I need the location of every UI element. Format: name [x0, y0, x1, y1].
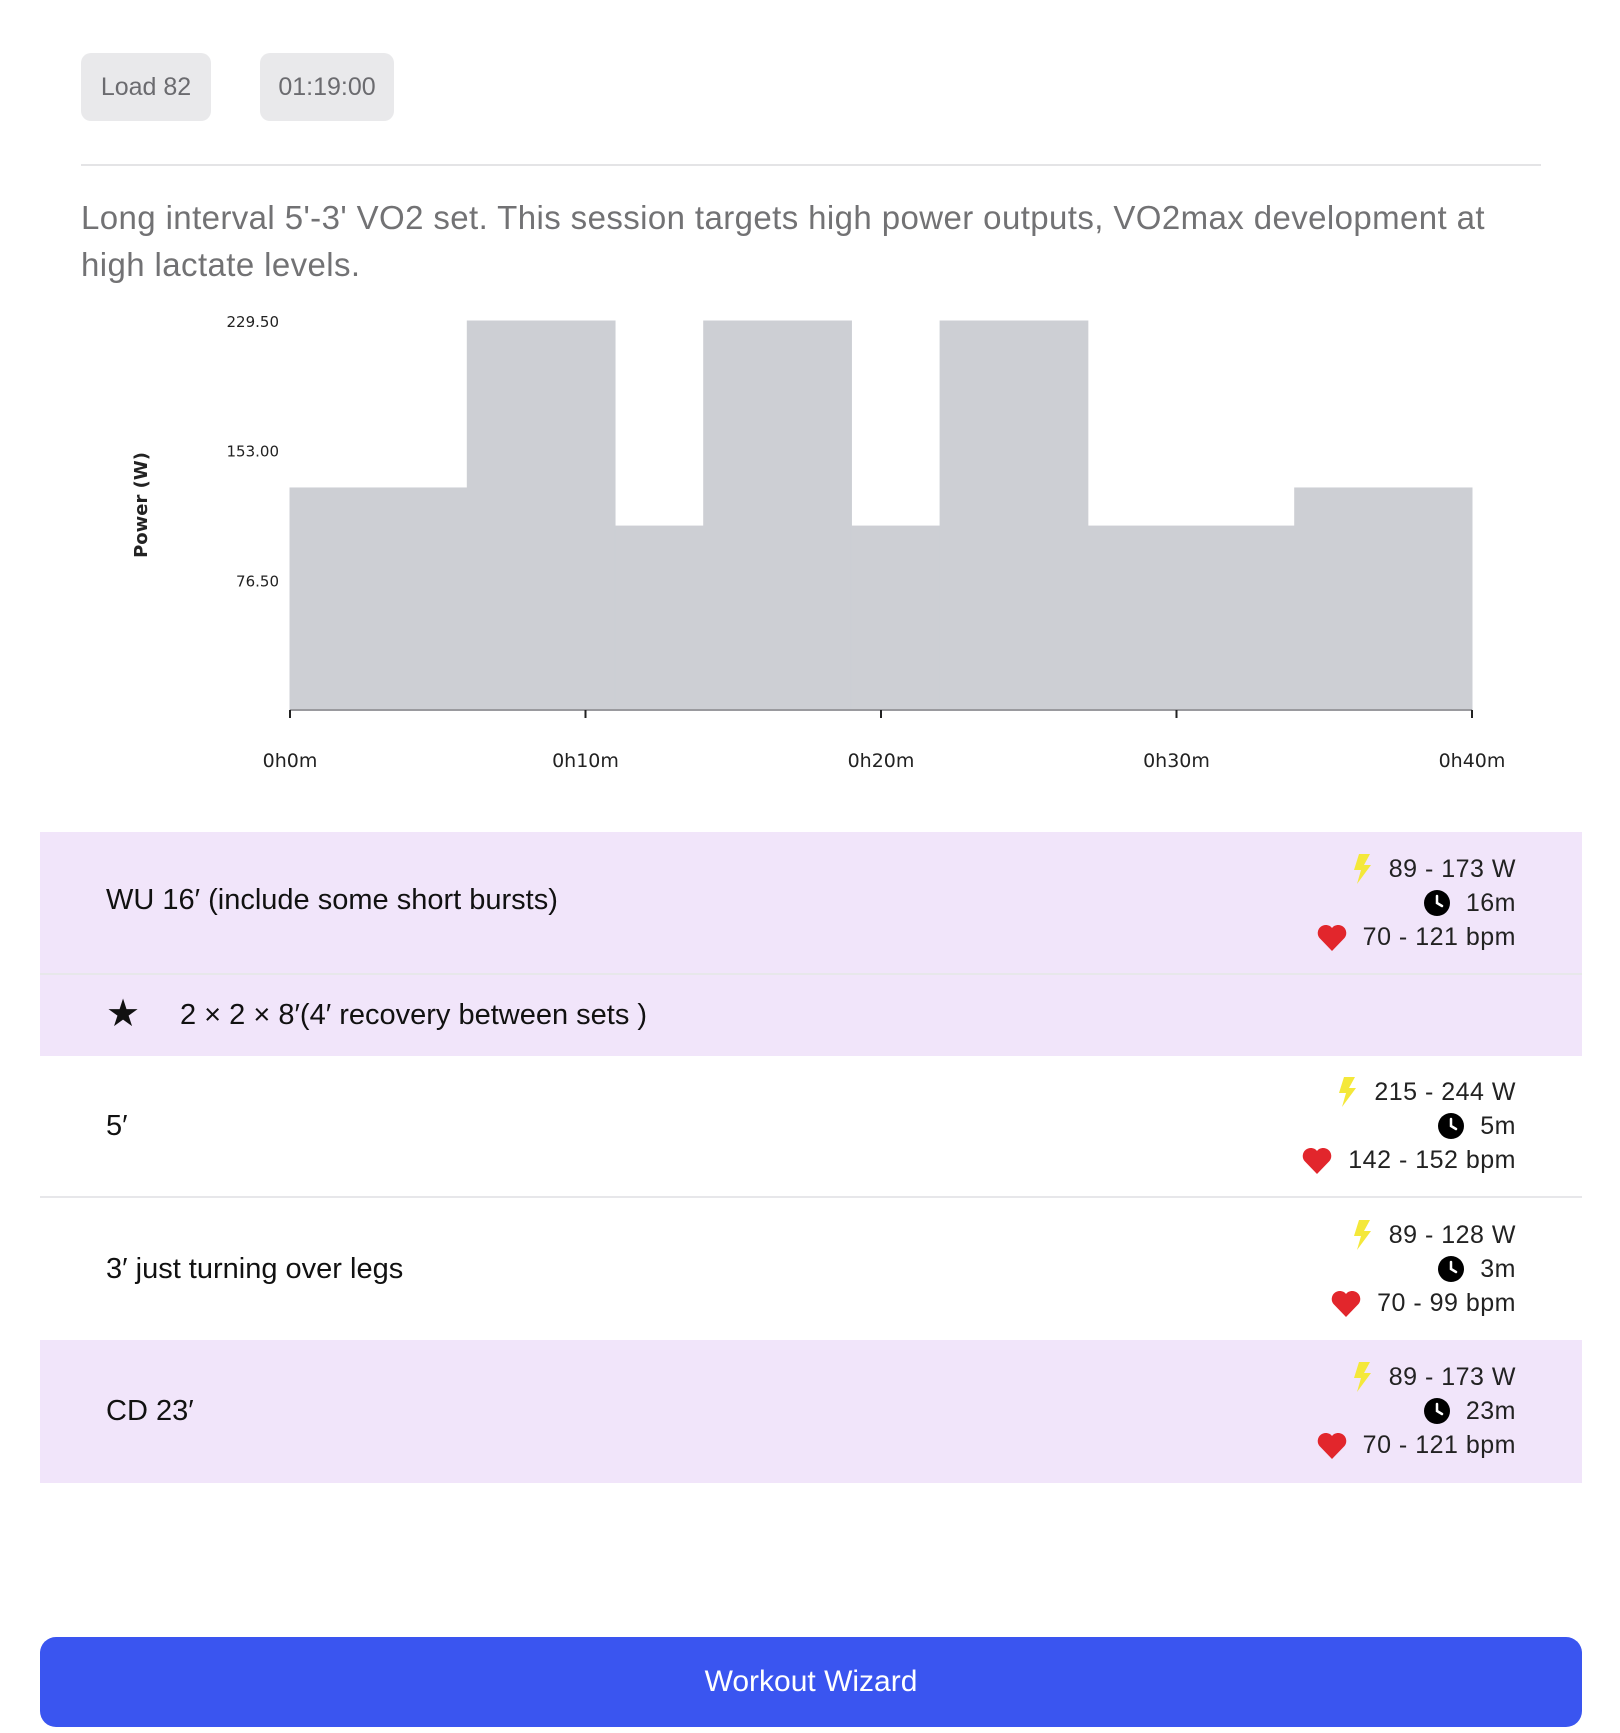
- workout-wizard-button[interactable]: Workout Wizard: [40, 1637, 1582, 1727]
- power-steps: [290, 321, 1472, 710]
- step-metrics: [1331, 1218, 1516, 1320]
- load-chip: Load 82: [81, 53, 211, 121]
- workout-description: Long interval 5'-3' VO2 set. This session targets high power outputs, VO2max development at high lactate levels.: [81, 199, 1485, 283]
- duration-value: 5m: [1480, 1111, 1516, 1140]
- header-divider: [81, 164, 1541, 166]
- power-range: 89 - 128 W: [1388, 1220, 1516, 1249]
- duration-metric: [1438, 1109, 1516, 1143]
- heart-rate-metric: [1317, 1428, 1516, 1462]
- duration-value: 16m: [1465, 888, 1516, 917]
- lightning-bolt-icon: [1351, 854, 1373, 884]
- x-tick-label: 0h10m: [552, 750, 619, 772]
- y-tick-label: 76.50: [236, 572, 279, 591]
- heart-rate-range: 142 - 152 bpm: [1348, 1145, 1516, 1174]
- step-interval-work[interactable]: [40, 1056, 1582, 1197]
- step-warmup[interactable]: [40, 832, 1582, 974]
- x-tick-label: 0h20m: [847, 750, 915, 772]
- step-interval-recovery[interactable]: [40, 1198, 1582, 1339]
- x-ticks: [263, 710, 1506, 772]
- power-metric: [1336, 1075, 1516, 1109]
- x-tick-label: 0h0m: [262, 750, 318, 772]
- heart-icon: [1331, 1290, 1361, 1317]
- step-label: 3′ just turning over legs: [106, 1253, 404, 1285]
- y-tick-label: 153.00: [226, 442, 279, 461]
- y-ticks: [227, 313, 280, 590]
- power-range: 89 - 173 W: [1388, 1362, 1516, 1391]
- duration-chip: 01:19:00: [260, 53, 394, 121]
- heart-icon: [1317, 1432, 1347, 1459]
- power-range: 215 - 244 W: [1374, 1077, 1516, 1106]
- x-tick-label: 0h30m: [1143, 750, 1210, 772]
- heart-icon: [1317, 924, 1347, 951]
- step-metrics: [1317, 1360, 1516, 1462]
- step-label: CD 23′: [106, 1395, 194, 1427]
- step-cooldown[interactable]: [40, 1340, 1582, 1483]
- duration-value: 23m: [1465, 1396, 1516, 1425]
- heart-icon: [1302, 1147, 1332, 1174]
- heart-rate-metric: [1302, 1143, 1516, 1177]
- power-step-7: [1088, 526, 1295, 710]
- clock-icon: [1424, 1398, 1450, 1424]
- y-axis-label: Power (W): [131, 452, 152, 558]
- set-label: 2 × 2 × 8′(4′ recovery between sets ): [180, 999, 648, 1031]
- power-step-4: [704, 321, 852, 710]
- power-step-3: [615, 526, 704, 710]
- step-metrics: [1302, 1075, 1516, 1177]
- lightning-bolt-icon: [1336, 1077, 1358, 1107]
- set-header: [40, 975, 1582, 1056]
- power-metric: [1351, 1218, 1516, 1252]
- duration-value: 3m: [1480, 1254, 1516, 1283]
- power-step-8: [1295, 488, 1472, 710]
- star-icon: ★: [106, 993, 141, 1035]
- lightning-bolt-icon: [1351, 1362, 1373, 1392]
- clock-icon: [1438, 1113, 1464, 1139]
- duration-metric: [1424, 886, 1516, 920]
- power-step-1: [290, 488, 467, 710]
- power-metric: [1351, 852, 1516, 886]
- power-step-2: [467, 321, 615, 710]
- step-metrics: [1317, 852, 1516, 954]
- step-label: 5′: [106, 1110, 128, 1142]
- heart-rate-metric: [1317, 920, 1516, 954]
- clock-icon: [1424, 890, 1450, 916]
- heart-rate-metric: [1331, 1286, 1516, 1320]
- clock-icon: [1438, 1256, 1464, 1282]
- power-range: 89 - 173 W: [1388, 854, 1516, 883]
- lightning-bolt-icon: [1351, 1220, 1373, 1250]
- power-chart: [0, 300, 1620, 780]
- y-tick-label: 229.50: [226, 313, 279, 331]
- duration-metric: [1424, 1394, 1516, 1428]
- x-tick-label: 0h40m: [1438, 750, 1506, 772]
- heart-rate-range: 70 - 121 bpm: [1362, 1430, 1516, 1459]
- heart-rate-range: 70 - 99 bpm: [1377, 1288, 1516, 1317]
- step-label: WU 16′ (include some short bursts): [106, 884, 558, 916]
- duration-metric: [1438, 1252, 1516, 1286]
- power-metric: [1351, 1360, 1516, 1394]
- heart-rate-range: 70 - 121 bpm: [1362, 922, 1516, 951]
- power-step-6: [940, 321, 1088, 710]
- power-step-5: [851, 526, 940, 710]
